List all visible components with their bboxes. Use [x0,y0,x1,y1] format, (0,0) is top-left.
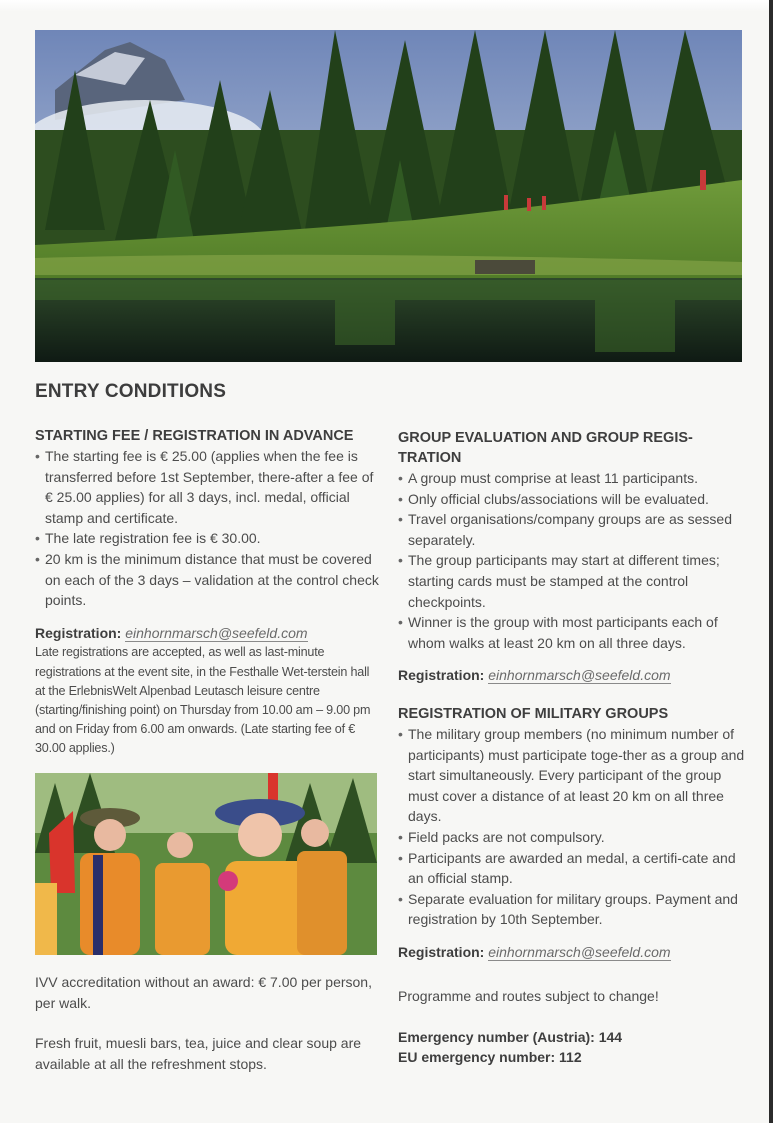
page-binding-edge [769,0,773,1123]
group-evaluation-list [398,468,748,653]
emergency-number-austria: Emergency number (Austria): 144 [398,1029,623,1045]
programme-change-note: Programme and routes subject to change! [398,988,659,1004]
list-item: • Only official clubs/associations will be evaluated. [398,489,748,510]
list-item: • The late registration fee is € 30.00. [35,528,380,549]
registration-email-link[interactable]: einhornmarsch@seefeld.com [488,943,671,960]
military-groups-heading: REGISTRATION OF MILITARY GROUPS [398,705,669,722]
list-item: • A group must comprise at least 11 participants. [398,468,748,489]
military-registration [398,942,748,963]
list-item: • Travel organisations/company groups are as sessed separately. [398,509,748,550]
hikers-group-photo [35,773,377,955]
list-item: • The starting fee is € 25.00 (applies when the fee is transferred before 1st September, there-after a fee of € 25.00 applies) for all 3 days, incl. medal, official stamp and certificate. [35,446,380,528]
group-evaluation-heading: GROUP EVALUATION AND GROUP REGIS-TRATION [398,430,693,466]
list-item: • Winner is the group with most participants each of whom walks at least 20 km on all three days. [398,612,748,653]
page-title: ENTRY CONDITIONS [35,381,227,402]
list-item: • The military group members (no minimum number of participants) must participate toge-ther as a group and start simultaneously. Every participant of the group must cover a distance of at least 20 km on all three days. [398,724,748,827]
group-evaluation-registration [398,665,748,686]
list-item: • Separate evaluation for military groups. Payment and registration by 10th September. [398,889,748,930]
group-evaluation-section [398,428,748,962]
list-item: • The group participants may start at different times; starting cards must be stamped at the control checkpoints. [398,550,748,612]
emergency-number-eu: EU emergency number: 112 [398,1049,582,1065]
registration-label: Registration: [35,624,122,641]
list-item: • 20 km is the minimum distance that must be covered on each of the 3 days – validation at the control check points. [35,549,380,611]
list-item: • Participants are awarded an medal, a certifi-cate and an official stamp. [398,848,748,889]
registration-label: Registration: [398,667,485,684]
registration-email-link[interactable]: einhornmarsch@seefeld.com [125,624,308,641]
starting-fee-registration [35,623,380,644]
refreshments-text: Fresh fruit, muesli bars, tea, juice and clear soup are available at all the refreshment stops. [35,1035,362,1072]
hero-landscape-photo [35,30,742,362]
registration-email-link[interactable]: einhornmarsch@seefeld.com [488,667,671,684]
military-groups-list [398,724,748,930]
page-top-edge [0,0,773,12]
starting-fee-section [35,426,380,759]
late-registration-text: Late registrations are accepted, as well as last-minute registrations at the event site, in the Festhalle Wet-terstein hall at the ErlebnisWelt Alpenbad Leutasch leisure centre (starting/finishing point) on Thursday from 10.00 am – 9.00 pm and on Friday from 6.00 am onwards. (Late starting fee of € 30.00 applies.) [35,645,371,756]
starting-fee-heading: STARTING FEE / REGISTRATION IN ADVANCE [35,428,354,444]
ivv-accreditation-text: IVV accreditation without an award: € 7.00 per person, per walk. [35,974,372,1011]
registration-label: Registration: [398,943,485,960]
list-item: • Field packs are not compulsory. [398,827,748,848]
starting-fee-list [35,446,380,611]
